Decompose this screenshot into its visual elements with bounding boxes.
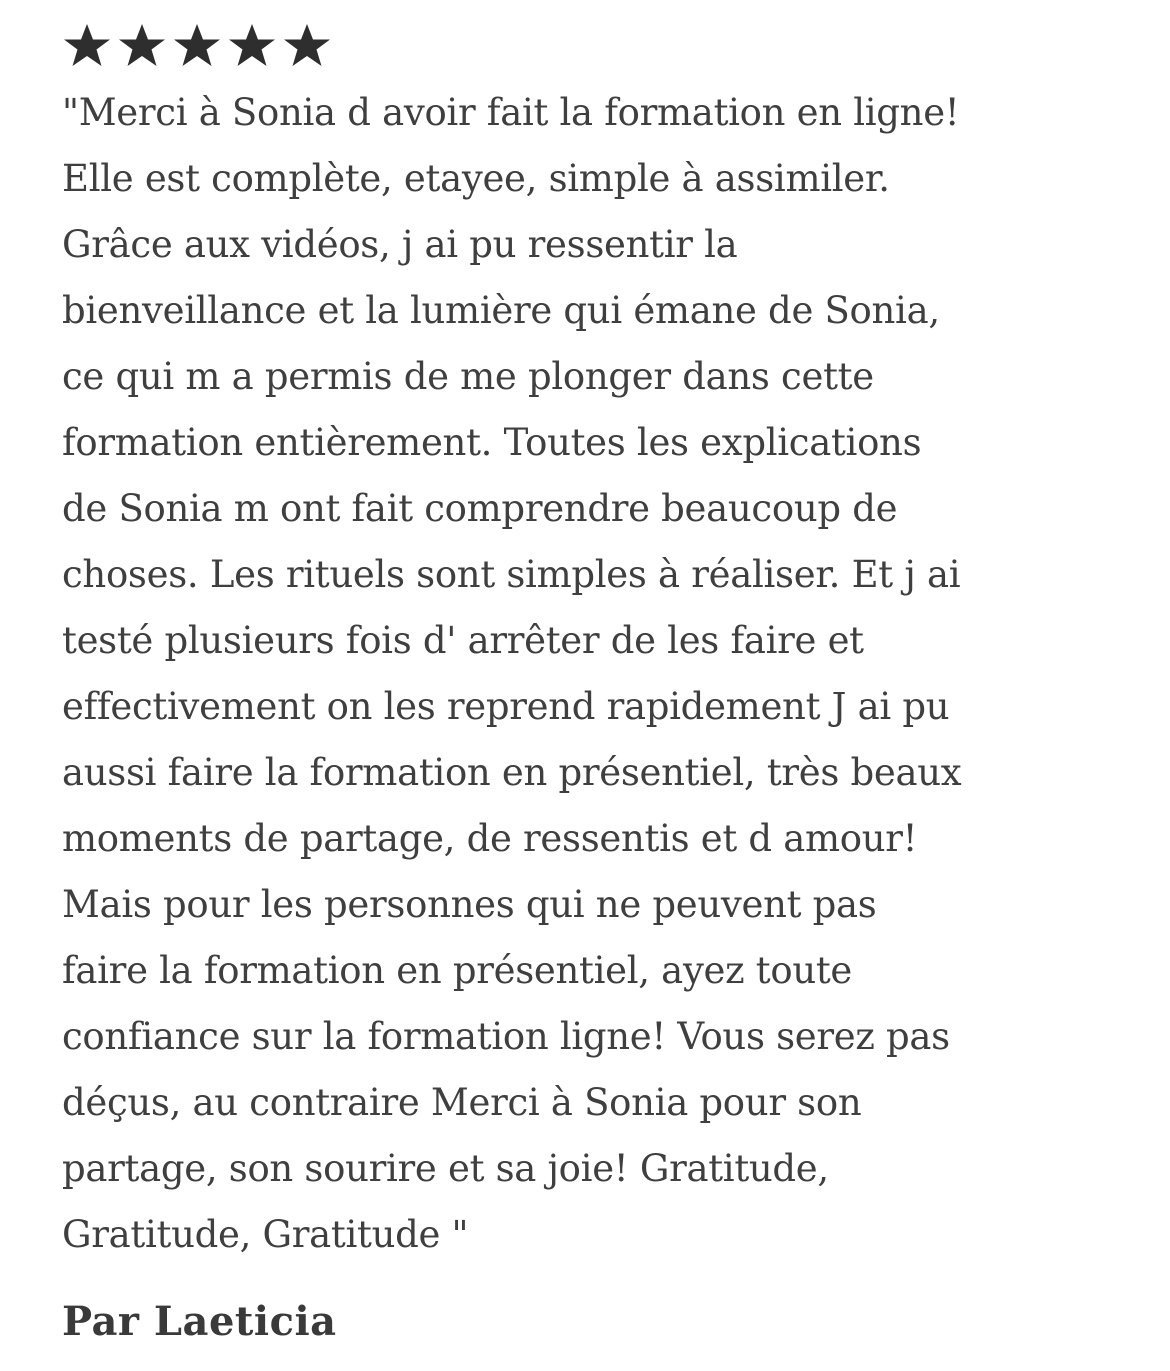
- star-icon: [282, 22, 332, 68]
- star-rating: [62, 22, 1122, 68]
- review-line: Grâce aux vidéos, j ai pu ressentir la: [62, 223, 738, 266]
- star-icon: [62, 22, 112, 68]
- review-line: Mais pour les personnes qui ne peuvent pas: [62, 883, 877, 926]
- review-line: aussi faire la formation en présentiel, très beaux: [62, 751, 962, 794]
- star-icon: [117, 22, 167, 68]
- star-icon: [227, 22, 277, 68]
- star-icon: [172, 22, 222, 68]
- review-line: Elle est complète, etayee, simple à assimiler.: [62, 157, 890, 200]
- review-line: ce qui m a permis de me plonger dans cette: [62, 355, 874, 398]
- review-line: confiance sur la formation ligne! Vous serez pas: [62, 1015, 950, 1058]
- review-line: faire la formation en présentiel, ayez toute: [62, 949, 853, 992]
- review-line: testé plusieurs fois d' arrêter de les faire et: [62, 619, 864, 662]
- review-text: [62, 80, 1122, 1268]
- review-line: déçus, au contraire Merci à Sonia pour son: [62, 1081, 862, 1124]
- review-line: "Merci à Sonia d avoir fait la formation en ligne!: [62, 91, 960, 134]
- review-card: [62, 22, 1122, 1345]
- review-line: bienveillance et la lumière qui émane de Sonia,: [62, 289, 940, 332]
- review-line: Gratitude, Gratitude ": [62, 1213, 469, 1256]
- review-line: effectivement on les reprend rapidement J ai pu: [62, 685, 950, 728]
- review-line: moments de partage, de ressentis et d amour!: [62, 817, 918, 860]
- review-line: partage, son sourire et sa joie! Gratitude,: [62, 1147, 829, 1190]
- review-line: formation entièrement. Toutes les explications: [62, 421, 922, 464]
- review-line: choses. Les rituels sont simples à réaliser. Et j ai: [62, 553, 961, 596]
- review-line: de Sonia m ont fait comprendre beaucoup de: [62, 487, 898, 530]
- review-author: Par Laeticia: [62, 1298, 337, 1345]
